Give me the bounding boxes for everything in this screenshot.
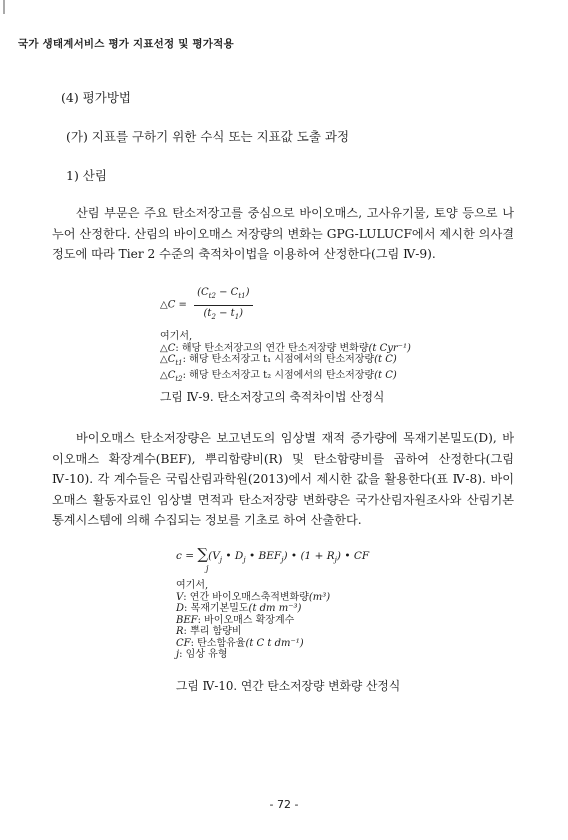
definition-cf: CF: 탄소함유율(t C t dm⁻¹) (176, 637, 304, 649)
figure9-definitions (160, 331, 411, 385)
definitions-intro: 여기서, (176, 580, 209, 591)
definition-v: V: 연간 바이오매스축적변화량(m³) (176, 591, 331, 603)
definition-j: j: 임상 유형 (176, 649, 228, 660)
equation-annual-carbon-change: $c = \sum(V_j$ • $D_j$ • $BEF_j$) • $(1 + R_j)$ • CF j (176, 545, 370, 573)
page-number: - 72 - (269, 798, 299, 811)
paragraph-biomass (52, 428, 514, 531)
figure10-definitions (176, 580, 330, 661)
page-corner-mark (0, 0, 10, 18)
paragraph-text: 바이오매스 탄소저장량은 보고년도의 임상별 재적 증가량에 목재기본밀도(D), 바이오매스 확장계수(BEF), 뿌리함량비(R) 및 탄소함량비를 곱하여 산정한다(그림 Ⅳ-10). 각 계수들은 국립산림과학원(2013)에서 제시한 값을 활용한다(표 Ⅳ-8). 바이오매스 활동자료인 임상별 면적과 탄소저장량 변화량은 국가산림자원조사와 산림기본통계시스템에 의해 수집되는 정보를 기초로 하여 산출한다. (52, 431, 514, 527)
section-heading-4: (4) 평가방법 (61, 90, 131, 105)
equation-stock-difference: △C = $\frac{(C_{t2} - C_{t1})}{(t_2 - t_1)}$ (160, 287, 253, 323)
definition-delta-c: △C: 해당 탄소저장고의 연간 탄소저장량 변화량(t Cyr⁻¹) (160, 342, 411, 354)
paragraph-text: 산림 부문은 주요 탄소저장고를 중심으로 바이오매스, 고사유기물, 토양 등으로 나누어 산정한다. 산림의 바이오매스 저장량의 변화는 GPG-LULUCF에서 제시한 의사결정도에 따라 Tier 2 수준의 축적차이법을 이용하여 산정한다(그림 Ⅳ-9). (52, 206, 514, 261)
definition-c-t2: $\triangle C_{t2}$: 해당 탄소저장고 t₂ 시점에서의 탄소저장량(t C) (160, 369, 397, 383)
paragraph-carbon-pools (52, 203, 514, 265)
definition-r: R: 뿌리 함량비 (176, 626, 242, 637)
figure9-caption: 그림 Ⅳ-9. 탄소저장고의 축적차이법 산정식 (160, 390, 385, 404)
definition-c-t1: $\triangle C_{t1}$: 해당 탄소저장고 t₁ 시점에서의 탄소저장량(t C) (160, 354, 397, 367)
section-heading-forest: 1) 산림 (66, 168, 107, 183)
definition-d: D: 목재기본밀도(t dm m⁻³) (176, 603, 302, 614)
definitions-intro: 여기서, (160, 331, 193, 342)
figure10-caption: 그림 Ⅳ-10. 연간 탄소저장량 변화량 산정식 (176, 679, 401, 693)
definition-bef: BEF: 바이오매스 확장계수 (176, 614, 295, 626)
section-heading-ga: (가) 지표를 구하기 위한 수식 또는 지표값 도출 과정 (66, 129, 350, 144)
running-header: 국가 생태계서비스 평가 지표선정 및 평가적용 (18, 38, 234, 50)
